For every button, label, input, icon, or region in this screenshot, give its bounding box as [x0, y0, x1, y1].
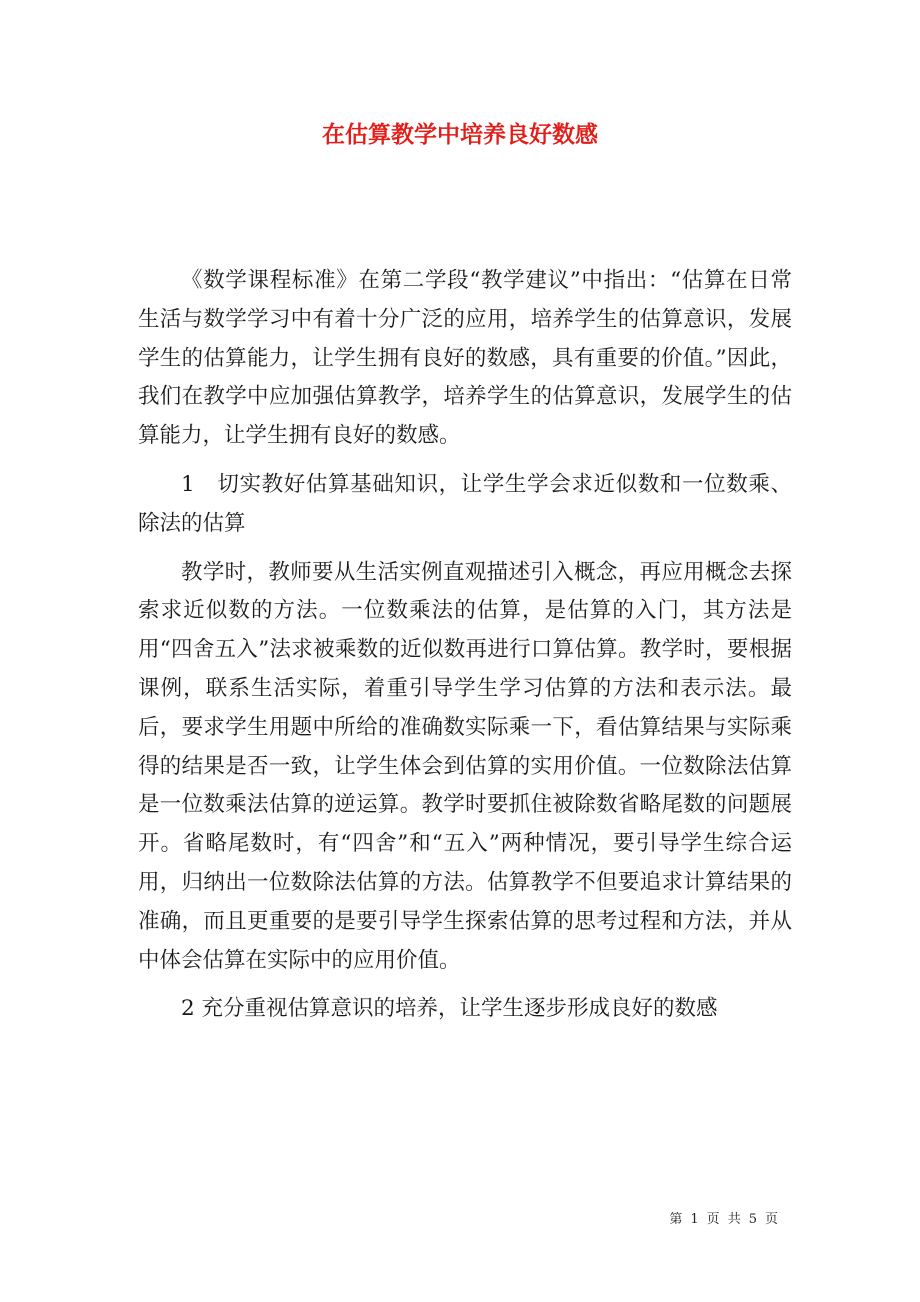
section-heading-2: 2 充分重视估算意识的培养，让学生逐步形成良好的数感	[181, 996, 718, 1022]
footer-total-pages: 5	[748, 1212, 757, 1227]
footer-total-unit: 页	[764, 1212, 778, 1227]
footer-current-page: 1	[690, 1212, 699, 1227]
footer-page-unit: 页	[706, 1212, 720, 1227]
footer-prefix: 第	[669, 1212, 683, 1227]
page-number-footer	[600, 1208, 782, 1227]
document-title: 在估算教学中培养良好数感	[322, 121, 598, 148]
paragraph-section-1: 教学时，教师要从生活实例直观描述引入概念，再应用概念去探索求近似数的方法。一位数乘法的估算，是估算的入门，其方法是用“四舍五入”法求被乘数的近似数再进行口算估算。教学时，要根据课例，联系生活实际，着重引导学生学习估算的方法和表示法。最后，要求学生用题中所给的准确数实际乘一下，看估算结果与实际乘得的结果是否一致，让学生体会到估算的实用价值。一位数除法估算是一位数乘法估算的逆运算。教学时要抓住被除数省略尾数的问题展开。省略尾数时，有“四舍”和“五入”两种情况，要引导学生综合运用，归纳出一位数除法估算的方法。估算教学不但要追求计算结果的准确，而且更重要的是要引导学生探索估算的思考过程和方法，并从中体会估算在实际中的应用价值。	[138, 559, 792, 973]
footer-total-prefix: 共	[727, 1212, 741, 1227]
paragraph-intro: 《数学课程标准》在第二学段“教学建议”中指出：“估算在日常生活与数学学习中有着十分广泛的应用，培养学生的估算意识，发展学生的估算能力，让学生拥有良好的数感，具有重要的价值。”因此，我们在教学中应加强估算教学，培养学生的估算意识，发展学生的估算能力，让学生拥有良好的数感。	[138, 268, 792, 449]
document-body	[138, 262, 792, 1039]
section-heading-1: 1 切实教好估算基础知识，让学生学会求近似数和一位数乘、除法的估算	[138, 471, 792, 536]
